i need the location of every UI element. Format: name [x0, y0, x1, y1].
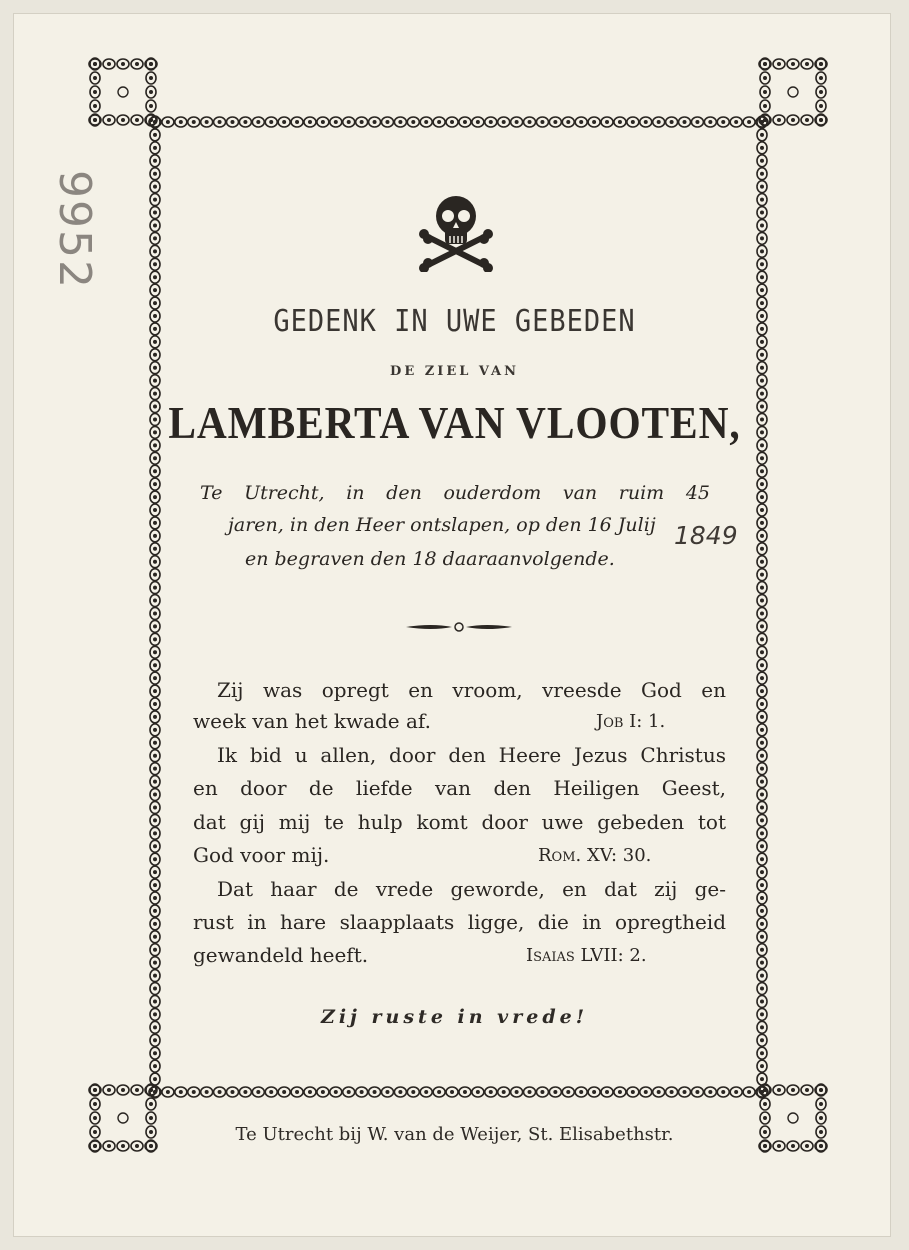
verse-1-ref: Job I: 1.: [596, 711, 666, 732]
intro-line-2: jaren, in den Heer ontslapen, op den 16 Julij: [228, 514, 656, 536]
intro-line-1: Te Utrecht, in den ouderdom van ruim 45: [200, 482, 710, 504]
printer-imprint: Te Utrecht bij W. van de Weijer, St. Elisabethstr.: [235, 1124, 674, 1145]
heading: GEDENK IN UWE GEBEDEN: [273, 304, 636, 339]
verse-3-ref: Isaias LVII: 2.: [526, 945, 647, 966]
subheading: DE ZIEL VAN: [390, 364, 519, 379]
verse-2-line-4: God voor mij.: [193, 843, 330, 867]
verse-1-line-2: week van het kwade af.: [193, 709, 431, 733]
verse-3-line-1: Dat haar de vrede geworde, en dat zij ge-: [217, 877, 726, 901]
ornamental-divider: [404, 622, 514, 632]
deceased-name: LAMBERTA VAN VLOOTEN,: [168, 397, 741, 448]
verse-2-line-3: dat gij mij te hulp komt door uwe gebeden tot: [193, 810, 726, 834]
verse-2-line-2: en door de liefde van den Heiligen Geest,: [193, 776, 726, 800]
handwritten-year: 1849: [674, 521, 738, 550]
closing-line: Zij ruste in vrede!: [320, 1006, 589, 1028]
skull-crossbones-icon: [418, 192, 494, 272]
verse-2-ref: Rom. XV: 30.: [538, 845, 652, 866]
verse-2-line-1: Ik bid u allen, door den Heere Jezus Christus: [217, 743, 726, 767]
verse-3-line-3: gewandeld heeft.: [193, 943, 369, 967]
verse-3-line-2: rust in hare slaapplaats ligge, die in opregtheid: [193, 910, 726, 934]
handwritten-number: 9952: [49, 170, 100, 290]
verse-1-line-1: Zij was opregt en vroom, vreesde God en: [217, 678, 726, 702]
intro-line-3: en begraven den 18 daaraanvolgende.: [245, 548, 615, 570]
